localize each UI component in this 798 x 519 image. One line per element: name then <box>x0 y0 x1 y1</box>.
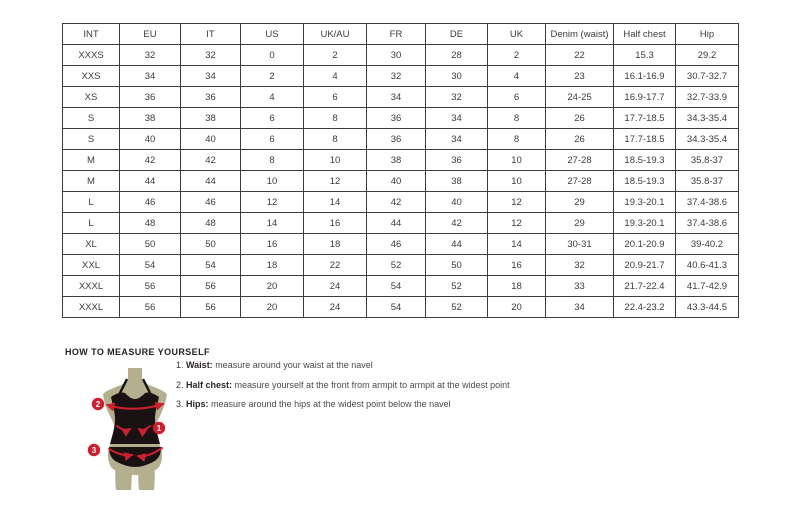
table-cell: 18.5-19.3 <box>614 150 676 171</box>
table-cell: 40 <box>181 129 241 150</box>
table-cell: 20 <box>241 297 304 318</box>
table-cell: S <box>63 108 120 129</box>
table-cell: 34.3-35.4 <box>676 129 739 150</box>
table-cell: 56 <box>181 297 241 318</box>
table-cell: 10 <box>488 171 546 192</box>
measure-step <box>176 399 510 409</box>
measure-section-title: HOW TO MEASURE YOURSELF <box>65 347 210 357</box>
table-cell: XXXS <box>63 45 120 66</box>
table-row <box>63 87 739 108</box>
table-cell: 8 <box>488 108 546 129</box>
table-cell: 18 <box>304 234 367 255</box>
table-cell: 35.8-37 <box>676 150 739 171</box>
table-cell: 24-25 <box>546 87 614 108</box>
table-cell: 18 <box>488 276 546 297</box>
table-cell: 32 <box>426 87 488 108</box>
table-cell: XS <box>63 87 120 108</box>
table-cell: 32 <box>181 45 241 66</box>
table-cell: 54 <box>120 255 181 276</box>
column-header: Denim (waist) <box>546 24 614 45</box>
table-cell: M <box>63 150 120 171</box>
table-cell: 20.9-21.7 <box>614 255 676 276</box>
table-cell: 14 <box>304 192 367 213</box>
table-cell: 20.1-20.9 <box>614 234 676 255</box>
measure-step <box>176 380 510 390</box>
table-row <box>63 255 739 276</box>
table-cell: 34 <box>546 297 614 318</box>
table-cell: 17.7-18.5 <box>614 129 676 150</box>
table-cell: 26 <box>546 129 614 150</box>
column-header: Hip <box>676 24 739 45</box>
table-cell: 26 <box>546 108 614 129</box>
table-cell: 56 <box>120 297 181 318</box>
table-cell: 22.4-23.2 <box>614 297 676 318</box>
table-cell: 22 <box>546 45 614 66</box>
table-cell: XXXL <box>63 297 120 318</box>
table-cell: 32.7-33.9 <box>676 87 739 108</box>
table-cell: 24 <box>304 276 367 297</box>
step-label: Hips: <box>186 399 209 409</box>
table-cell: 44 <box>367 213 426 234</box>
step-text: measure yourself at the front from armpit to armpit at the widest point <box>232 379 510 390</box>
table-cell: 40.6-41.3 <box>676 255 739 276</box>
table-cell: 12 <box>241 192 304 213</box>
table-cell: 52 <box>426 297 488 318</box>
table-cell: 50 <box>426 255 488 276</box>
table-cell: 29.2 <box>676 45 739 66</box>
table-cell: 29 <box>546 192 614 213</box>
table-cell: 42 <box>367 192 426 213</box>
table-cell: 33 <box>546 276 614 297</box>
table-cell: 27-28 <box>546 171 614 192</box>
table-cell: 40 <box>120 129 181 150</box>
table-cell: 21.7-22.4 <box>614 276 676 297</box>
table-cell: 16 <box>488 255 546 276</box>
table-row <box>63 171 739 192</box>
measure-marker-2 <box>92 398 104 410</box>
table-cell: 34 <box>426 108 488 129</box>
table-cell: 16 <box>304 213 367 234</box>
table-cell: 52 <box>367 255 426 276</box>
table-cell: 22 <box>304 255 367 276</box>
table-cell: 19.3-20.1 <box>614 192 676 213</box>
table-cell: 34 <box>120 66 181 87</box>
table-cell: 42 <box>426 213 488 234</box>
svg-text:1: 1 <box>156 424 162 433</box>
table-cell: 54 <box>367 276 426 297</box>
table-cell: 46 <box>367 234 426 255</box>
table-row <box>63 129 739 150</box>
table-cell: 38 <box>120 108 181 129</box>
table-cell: 38 <box>181 108 241 129</box>
table-cell: L <box>63 192 120 213</box>
table-cell: 54 <box>181 255 241 276</box>
table-cell: 19.3-20.1 <box>614 213 676 234</box>
table-cell: S <box>63 129 120 150</box>
table-cell: XXXL <box>63 276 120 297</box>
table-cell: 40 <box>367 171 426 192</box>
table-cell: 48 <box>120 213 181 234</box>
table-cell: 50 <box>181 234 241 255</box>
table-header-row <box>63 24 739 45</box>
table-cell: 36 <box>426 150 488 171</box>
table-row <box>63 66 739 87</box>
table-cell: 34.3-35.4 <box>676 108 739 129</box>
table-cell: 32 <box>120 45 181 66</box>
table-cell: 36 <box>367 129 426 150</box>
column-header: DE <box>426 24 488 45</box>
table-cell: 8 <box>488 129 546 150</box>
table-cell: 36 <box>181 87 241 108</box>
table-cell: 34 <box>367 87 426 108</box>
table-row <box>63 150 739 171</box>
table-cell: 2 <box>304 45 367 66</box>
table-row <box>63 108 739 129</box>
table-cell: 50 <box>120 234 181 255</box>
table-cell: 4 <box>241 87 304 108</box>
table-cell: 44 <box>120 171 181 192</box>
table-row <box>63 45 739 66</box>
svg-text:3: 3 <box>91 446 97 455</box>
table-cell: 34 <box>426 129 488 150</box>
table-row <box>63 297 739 318</box>
measure-marker-3 <box>88 444 100 456</box>
table-cell: 17.7-18.5 <box>614 108 676 129</box>
table-cell: 38 <box>367 150 426 171</box>
table-cell: 0 <box>241 45 304 66</box>
column-header: Half chest <box>614 24 676 45</box>
table-cell: 41.7-42.9 <box>676 276 739 297</box>
step-number: 3. <box>176 399 187 409</box>
table-cell: 44 <box>426 234 488 255</box>
table-cell: 35.8-37 <box>676 171 739 192</box>
table-cell: 46 <box>181 192 241 213</box>
table-cell: 30.7-32.7 <box>676 66 739 87</box>
table-cell: 38 <box>426 171 488 192</box>
step-text: measure around the hips at the widest point below the navel <box>208 399 451 409</box>
table-cell: 6 <box>241 108 304 129</box>
table-cell: 56 <box>120 276 181 297</box>
table-cell: 37.4-38.6 <box>676 213 739 234</box>
measure-step <box>176 360 510 370</box>
table-cell: 2 <box>241 66 304 87</box>
table-cell: 30-31 <box>546 234 614 255</box>
column-header: UK <box>488 24 546 45</box>
table-cell: 6 <box>304 87 367 108</box>
table-row <box>63 234 739 255</box>
table-cell: 42 <box>181 150 241 171</box>
table-cell: 4 <box>488 66 546 87</box>
table-row <box>63 192 739 213</box>
table-cell: 23 <box>546 66 614 87</box>
table-cell: 4 <box>304 66 367 87</box>
table-cell: 39-40.2 <box>676 234 739 255</box>
table-row <box>63 276 739 297</box>
table-cell: 12 <box>488 213 546 234</box>
table-cell: 14 <box>241 213 304 234</box>
svg-text:2: 2 <box>95 400 101 409</box>
table-cell: 36 <box>367 108 426 129</box>
table-cell: 6 <box>488 87 546 108</box>
table-cell: 43.3-44.5 <box>676 297 739 318</box>
table-cell: 28 <box>426 45 488 66</box>
table-cell: 37.4-38.6 <box>676 192 739 213</box>
table-cell: 52 <box>426 276 488 297</box>
table-cell: 48 <box>181 213 241 234</box>
table-cell: 20 <box>241 276 304 297</box>
table-cell: 46 <box>120 192 181 213</box>
step-number: 1. <box>176 360 187 370</box>
column-header: UK/AU <box>304 24 367 45</box>
mannequin-illustration <box>84 368 186 494</box>
table-cell: 10 <box>304 150 367 171</box>
table-cell: XXL <box>63 255 120 276</box>
measure-steps <box>176 360 510 419</box>
table-cell: L <box>63 213 120 234</box>
table-cell: 8 <box>241 150 304 171</box>
step-number: 2. <box>176 379 187 390</box>
table-cell: 34 <box>181 66 241 87</box>
step-label: Waist: <box>186 360 213 370</box>
table-cell: 20 <box>488 297 546 318</box>
table-cell: 24 <box>304 297 367 318</box>
table-cell: 44 <box>181 171 241 192</box>
table-row <box>63 213 739 234</box>
measure-marker-1 <box>153 422 165 434</box>
table-cell: 6 <box>241 129 304 150</box>
column-header: FR <box>367 24 426 45</box>
column-header: EU <box>120 24 181 45</box>
table-cell: 15.3 <box>614 45 676 66</box>
table-cell: 42 <box>120 150 181 171</box>
table-cell: XXS <box>63 66 120 87</box>
size-chart-table <box>62 23 739 318</box>
table-cell: 14 <box>488 234 546 255</box>
table-cell: 29 <box>546 213 614 234</box>
column-header: IT <box>181 24 241 45</box>
table-cell: M <box>63 171 120 192</box>
table-cell: 18.5-19.3 <box>614 171 676 192</box>
column-header: US <box>241 24 304 45</box>
table-cell: 16 <box>241 234 304 255</box>
table-cell: 54 <box>367 297 426 318</box>
step-label: Half chest: <box>186 379 233 390</box>
table-cell: 30 <box>367 45 426 66</box>
table-cell: 32 <box>367 66 426 87</box>
table-cell: 8 <box>304 108 367 129</box>
table-cell: 27-28 <box>546 150 614 171</box>
column-header: INT <box>63 24 120 45</box>
table-cell: 56 <box>181 276 241 297</box>
table-cell: 10 <box>241 171 304 192</box>
table-cell: 12 <box>488 192 546 213</box>
table-cell: 10 <box>488 150 546 171</box>
table-cell: 32 <box>546 255 614 276</box>
table-cell: 2 <box>488 45 546 66</box>
mannequin-figure <box>84 368 186 494</box>
table-cell: 16.9-17.7 <box>614 87 676 108</box>
table-cell: 30 <box>426 66 488 87</box>
table-cell: 36 <box>120 87 181 108</box>
table-cell: 40 <box>426 192 488 213</box>
table-cell: 18 <box>241 255 304 276</box>
table-cell: 8 <box>304 129 367 150</box>
table-cell: 16.1-16.9 <box>614 66 676 87</box>
step-text: measure around your waist at the navel <box>212 360 373 370</box>
table-cell: 12 <box>304 171 367 192</box>
table-cell: XL <box>63 234 120 255</box>
